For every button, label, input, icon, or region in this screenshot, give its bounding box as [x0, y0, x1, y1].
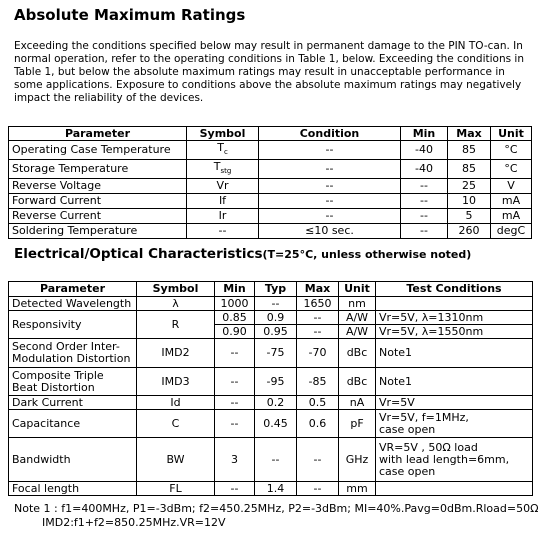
cell-parameter: Storage Temperature: [9, 160, 187, 179]
cell-min: 3: [215, 438, 255, 482]
cell-test: [376, 482, 533, 496]
cell-test: Vr=5V, λ=1310nm: [376, 311, 533, 325]
cell-min: 0.90: [215, 325, 255, 339]
cell-typ: -75: [255, 339, 297, 368]
cell-symbol: [187, 141, 259, 160]
col-header-unit: Unit: [491, 127, 532, 141]
cell-max: -70: [297, 339, 339, 368]
cell-parameter: Soldering Temperature: [9, 224, 187, 239]
cell-parameter-line: Second Order Inter-: [12, 340, 120, 353]
col-header-parameter: Parameter: [9, 282, 137, 297]
cell-condition: --: [259, 179, 401, 194]
table-header-row: [9, 282, 533, 297]
cell-max: --: [297, 325, 339, 339]
col-header-unit: Unit: [339, 282, 376, 297]
table-header-row: [9, 127, 532, 141]
cell-test: Vr=5V: [376, 396, 533, 410]
footnote-line-2: IMD2:f1+f2=850.25MHz.VR=12V: [42, 516, 226, 529]
cell-unit: nm: [339, 297, 376, 311]
col-header-test-conditions: Test Conditions: [376, 282, 533, 297]
cell-unit: A/W: [339, 311, 376, 325]
cell-min: --: [215, 396, 255, 410]
cell-test: Note1: [376, 368, 533, 396]
table-row: [9, 368, 533, 396]
cell-parameter: Responsivity: [9, 311, 137, 339]
cell-max: 1650: [297, 297, 339, 311]
cell-min: --: [401, 224, 448, 239]
table-row: [9, 438, 533, 482]
cell-min: --: [401, 179, 448, 194]
heading-absolute-maximum-ratings: Absolute Maximum Ratings: [14, 6, 246, 24]
cell-unit: GHz: [339, 438, 376, 482]
cell-condition: --: [259, 209, 401, 224]
cell-symbol: --: [187, 224, 259, 239]
symbol-subscript: c: [223, 148, 228, 157]
cell-max: --: [297, 482, 339, 496]
cell-parameter: Operating Case Temperature: [9, 141, 187, 160]
cell-min: --: [401, 209, 448, 224]
cell-typ: 1.4: [255, 482, 297, 496]
cell-test-line: with lead length=6mm,: [379, 452, 510, 466]
col-header-typ: Typ: [255, 282, 297, 297]
cell-unit: nA: [339, 396, 376, 410]
symbol-subscript: stg: [220, 167, 232, 176]
warning-paragraph: Exceeding the conditions specified below may result in permanent damage to the PIN TO-can. In normal operation, refer to the operating conditions in Table 1, below. Exceeding the conditions in Table 1, but below the absolute maximum ratings may result in unacceptable performance in some applications. Exposure to conditions above the absolute maximum ratings may negatively impact the reliability of the devices.: [14, 40, 524, 104]
cell-symbol: C: [137, 410, 215, 438]
cell-symbol: [187, 160, 259, 179]
cell-parameter-line: Composite Triple: [12, 368, 104, 382]
col-header-symbol: Symbol: [187, 127, 259, 141]
cell-min: -40: [401, 141, 448, 160]
footnote-line-1: Note 1 : f1=400MHz, P1=-3dBm; f2=450.25MHz, P2=-3dBm; MI=40%.Pavg=0dBm.Rload=50Ω: [14, 502, 538, 515]
cell-unit: °C: [491, 160, 532, 179]
electrical-optical-table: [8, 281, 533, 496]
cell-test-line: Vr=5V, f=1MHz,: [379, 410, 469, 424]
col-header-min: Min: [401, 127, 448, 141]
cell-parameter: Dark Current: [9, 396, 137, 410]
cell-symbol: BW: [137, 438, 215, 482]
col-header-min: Min: [215, 282, 255, 297]
cell-parameter: Bandwidth: [9, 438, 137, 482]
cell-max: 25: [448, 179, 491, 194]
symbol-text: T: [217, 141, 224, 154]
cell-unit: mA: [491, 209, 532, 224]
cell-max: 85: [448, 141, 491, 160]
cell-unit: dBc: [339, 339, 376, 368]
table-row: [9, 396, 533, 410]
cell-unit: V: [491, 179, 532, 194]
cell-typ: --: [255, 297, 297, 311]
cell-typ: 0.9: [255, 311, 297, 325]
cell-symbol: λ: [137, 297, 215, 311]
cell-unit: mA: [491, 194, 532, 209]
cell-symbol: Ir: [187, 209, 259, 224]
cell-symbol: R: [137, 311, 215, 339]
heading-electrical-optical: [14, 246, 471, 262]
col-header-symbol: Symbol: [137, 282, 215, 297]
cell-unit: A/W: [339, 325, 376, 339]
heading-eoc-title: Electrical/Optical Characteristics: [14, 246, 263, 262]
cell-parameter: [9, 339, 137, 368]
cell-parameter-line: Modulation Distortion: [12, 352, 131, 365]
cell-max: 0.5: [297, 396, 339, 410]
cell-unit: dBc: [339, 368, 376, 396]
cell-test: [376, 410, 533, 438]
table-row: [9, 339, 533, 368]
cell-test: Note1: [376, 339, 533, 368]
cell-typ: 0.2: [255, 396, 297, 410]
cell-parameter: Focal length: [9, 482, 137, 496]
table-row: [9, 141, 532, 160]
cell-symbol: FL: [137, 482, 215, 496]
cell-max: 10: [448, 194, 491, 209]
cell-parameter: Reverse Current: [9, 209, 187, 224]
table-row: [9, 311, 533, 325]
cell-max: 260: [448, 224, 491, 239]
cell-condition: --: [259, 160, 401, 179]
col-header-condition: Condition: [259, 127, 401, 141]
col-header-max: Max: [297, 282, 339, 297]
cell-max: 5: [448, 209, 491, 224]
cell-parameter-line: Beat Distortion: [12, 380, 95, 394]
table-row: [9, 224, 532, 239]
footnote: [14, 502, 538, 530]
cell-min: 1000: [215, 297, 255, 311]
cell-max: 85: [448, 160, 491, 179]
cell-condition: --: [259, 141, 401, 160]
table-row: [9, 179, 532, 194]
cell-symbol: Id: [137, 396, 215, 410]
cell-unit: mm: [339, 482, 376, 496]
cell-condition: --: [259, 194, 401, 209]
cell-symbol: If: [187, 194, 259, 209]
table-row: [9, 160, 532, 179]
cell-test: [376, 297, 533, 311]
cell-typ: 0.95: [255, 325, 297, 339]
col-header-max: Max: [448, 127, 491, 141]
cell-typ: --: [255, 438, 297, 482]
cell-parameter: Reverse Voltage: [9, 179, 187, 194]
cell-parameter: Forward Current: [9, 194, 187, 209]
cell-min: 0.85: [215, 311, 255, 325]
cell-min: --: [215, 339, 255, 368]
cell-min: --: [215, 410, 255, 438]
cell-test-line: case open: [379, 464, 436, 478]
cell-max: 0.6: [297, 410, 339, 438]
cell-parameter: [9, 368, 137, 396]
table-row: [9, 194, 532, 209]
cell-parameter: Capacitance: [9, 410, 137, 438]
col-header-parameter: Parameter: [9, 127, 187, 141]
cell-min: --: [401, 194, 448, 209]
cell-typ: 0.45: [255, 410, 297, 438]
absolute-maximum-ratings-table: [8, 126, 532, 239]
cell-unit: °C: [491, 141, 532, 160]
cell-symbol: IMD3: [137, 368, 215, 396]
cell-test: Vr=5V, λ=1550nm: [376, 325, 533, 339]
cell-typ: -95: [255, 368, 297, 396]
cell-unit: degC: [491, 224, 532, 239]
cell-max: --: [297, 438, 339, 482]
table-row: [9, 482, 533, 496]
table-row: [9, 209, 532, 224]
cell-test-line: VR=5V , 50Ω load: [379, 440, 478, 454]
cell-parameter: Detected Wavelength: [9, 297, 137, 311]
cell-symbol: Vr: [187, 179, 259, 194]
cell-max: --: [297, 311, 339, 325]
cell-test-line: case open: [379, 422, 436, 436]
cell-symbol: IMD2: [137, 339, 215, 368]
cell-min: --: [215, 482, 255, 496]
cell-min: -40: [401, 160, 448, 179]
heading-eoc-note: (T=25°C, unless otherwise noted): [262, 248, 472, 261]
cell-condition: ≤10 sec.: [259, 224, 401, 239]
cell-min: --: [215, 368, 255, 396]
table-row: [9, 297, 533, 311]
table-row: [9, 410, 533, 438]
cell-test: [376, 438, 533, 482]
cell-unit: pF: [339, 410, 376, 438]
cell-max: -85: [297, 368, 339, 396]
symbol-text: T: [213, 160, 221, 174]
